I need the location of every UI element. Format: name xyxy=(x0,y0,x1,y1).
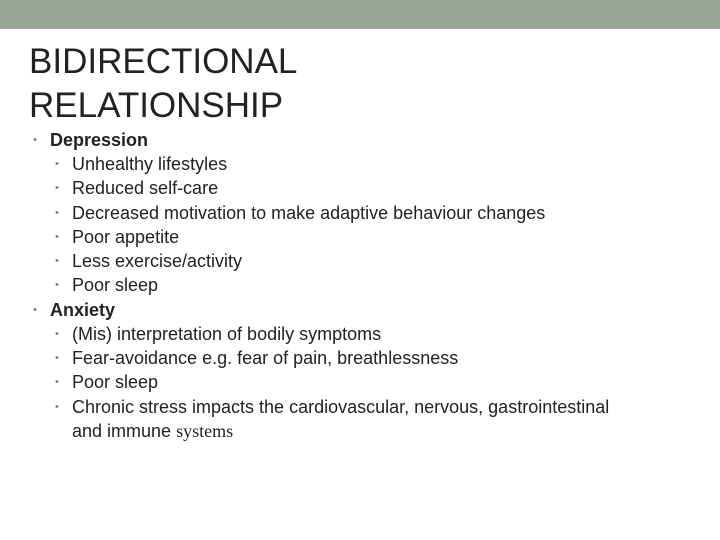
list-item-continuation xyxy=(72,419,693,443)
list-item xyxy=(55,346,693,370)
bullet-dot-icon: • xyxy=(55,158,59,170)
bullet-dot-icon: • xyxy=(55,230,59,243)
bullet-dot-icon: • xyxy=(33,134,37,146)
bullet-dot-icon: • xyxy=(55,327,59,340)
bullet-dot-icon: • xyxy=(55,352,59,365)
list-item xyxy=(55,370,693,394)
top-band xyxy=(0,0,720,29)
bullet-dot-icon: • xyxy=(55,182,59,195)
section-heading: Anxiety xyxy=(50,299,116,320)
list-item-text: Unhealthy lifestyles xyxy=(72,154,228,174)
list-item xyxy=(55,152,693,176)
list-item xyxy=(55,273,693,297)
list-item-text: Less exercise/activity xyxy=(72,251,243,272)
list-item-text: Poor sleep xyxy=(72,275,159,296)
bullet-dot-icon: • xyxy=(33,303,37,316)
list-item-text: Decreased motivation to make adaptive behaviour changes xyxy=(72,202,546,223)
section-depression xyxy=(33,128,693,152)
list-item xyxy=(55,201,693,225)
list-item xyxy=(55,395,693,444)
list-item xyxy=(55,322,693,346)
bullet-dot-icon: • xyxy=(55,376,59,389)
section-heading: Depression xyxy=(50,130,149,150)
continuation-serif-text: systems xyxy=(176,420,234,441)
list-item-text: Fear-avoidance e.g. fear of pain, breathlessness xyxy=(72,348,459,369)
title-line-2: RELATIONSHIP xyxy=(29,86,284,125)
list-item xyxy=(55,249,693,273)
list-item-text: Chronic stress impacts the cardiovascular, nervous, gastrointestinal xyxy=(72,396,610,417)
bullet-dot-icon: • xyxy=(55,206,59,219)
continuation-text: and immune xyxy=(72,420,177,441)
bullet-dot-icon: • xyxy=(55,255,59,268)
slide-title xyxy=(29,40,689,128)
list-item-text: Poor appetite xyxy=(72,226,180,247)
list-item-text: Poor sleep xyxy=(72,372,159,393)
list-item-text: (Mis) interpretation of bodily symptoms xyxy=(72,323,382,344)
title-line-1: BIDIRECTIONAL xyxy=(29,42,298,81)
section-anxiety xyxy=(33,298,693,322)
list-item xyxy=(55,225,693,249)
list-item xyxy=(55,176,693,200)
bullet-dot-icon: • xyxy=(55,400,59,413)
list-item-text: Reduced self-care xyxy=(72,178,219,199)
bullet-dot-icon: • xyxy=(55,279,59,292)
bullet-list xyxy=(33,128,693,443)
